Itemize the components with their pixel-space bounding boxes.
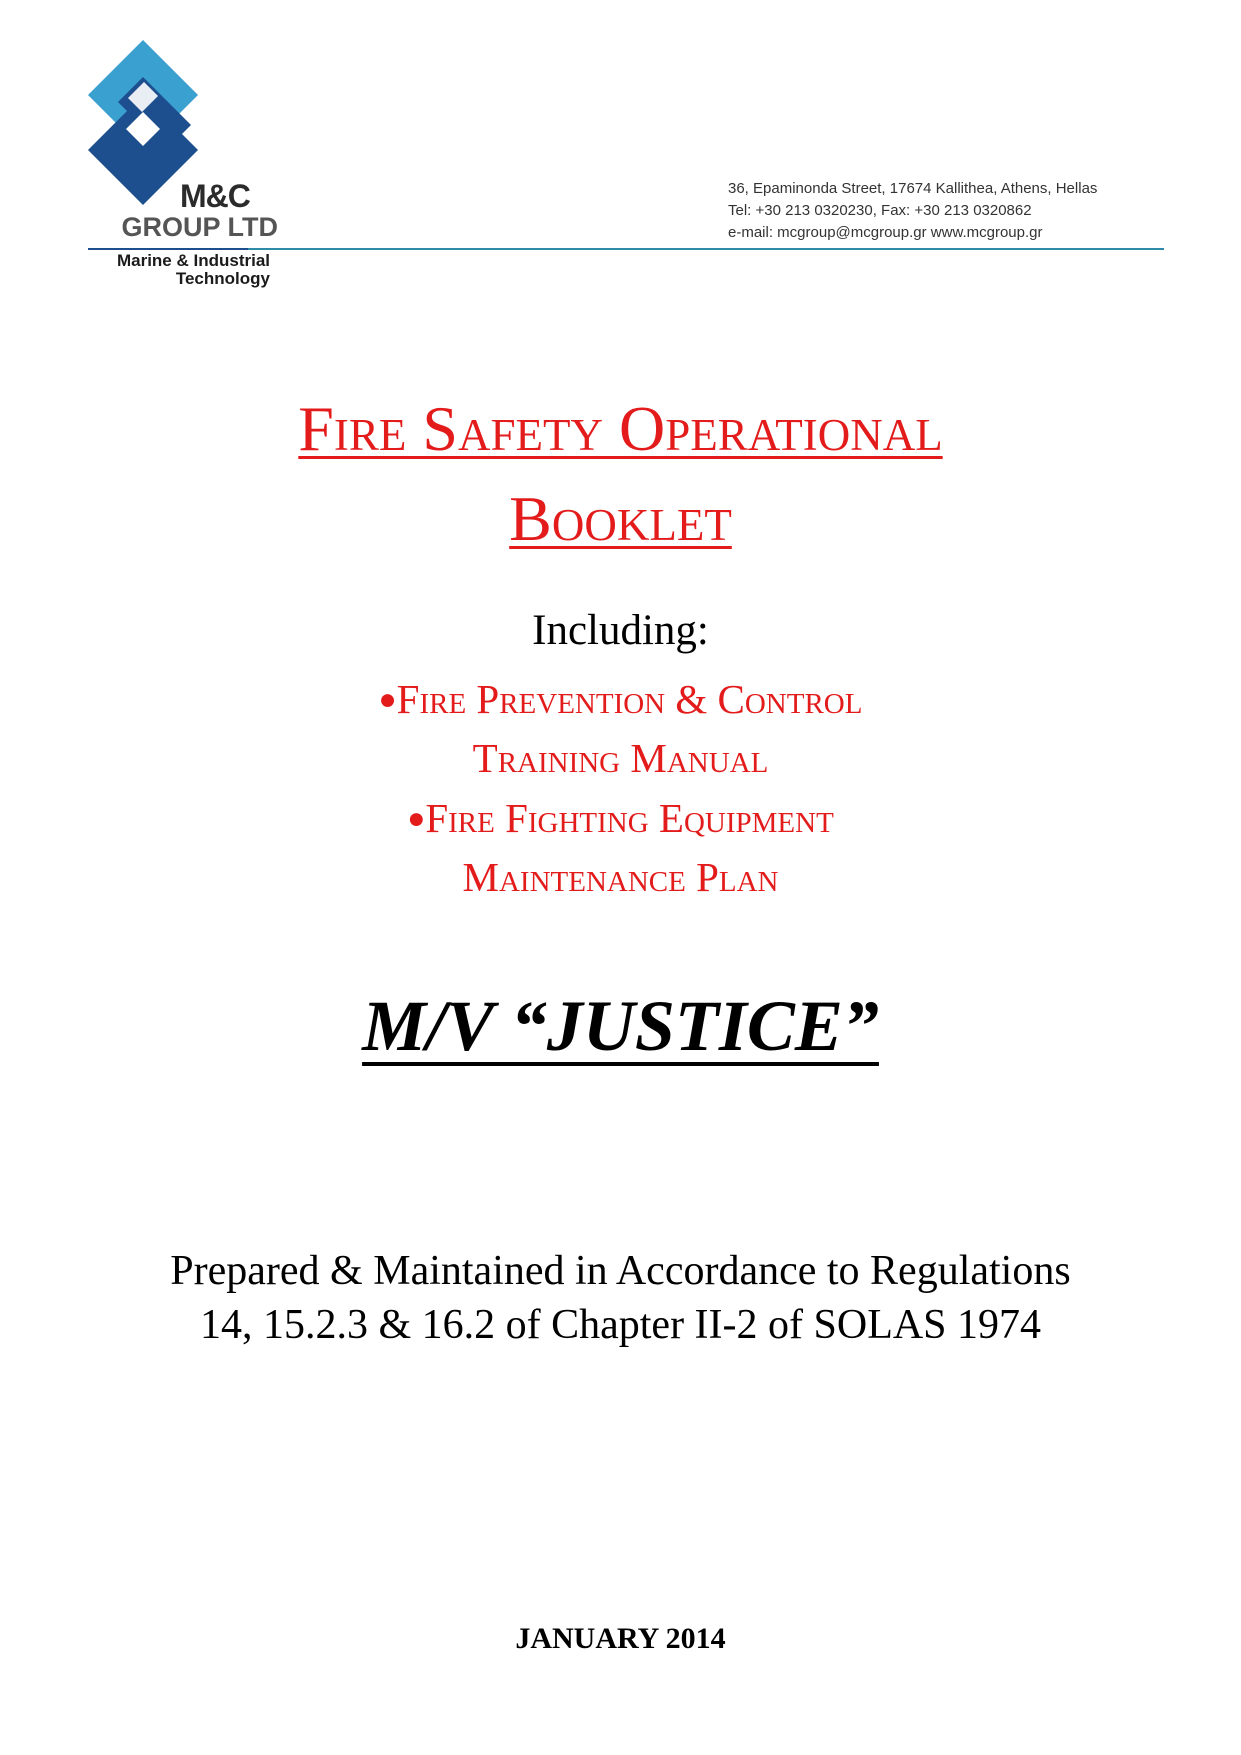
item-line1: Fire Prevention & Control	[396, 676, 863, 722]
list-item	[0, 789, 1241, 906]
contact-email-web: e-mail: mcgroup@mcgroup.gr www.mcgroup.gr	[728, 224, 1043, 241]
logo-divider	[88, 248, 270, 250]
including-label: Including:	[532, 607, 709, 654]
contact-phone-fax: Tel: +30 213 0320230, Fax: +30 213 0320862	[728, 202, 1032, 219]
regulations-line1: Prepared & Maintained in Accordance to Regulations	[170, 1248, 1071, 1294]
list-item	[0, 670, 1241, 787]
document-date: JANUARY 2014	[515, 1622, 726, 1655]
bullet-icon: ●	[407, 802, 426, 835]
included-documents-list	[0, 670, 1241, 908]
logo-brand-mc: M&C	[180, 178, 250, 214]
item-line2: Maintenance Plan	[462, 854, 779, 900]
document-title	[0, 384, 1241, 564]
item-line1: Fire Fighting Equipment	[425, 795, 834, 841]
title-line1: Fire Safety Operational	[298, 393, 943, 464]
contact-address: 36, Epaminonda Street, 17674 Kallithea, Athens, Hellas	[728, 180, 1098, 197]
header-divider	[248, 248, 1164, 250]
regulations-line2: 14, 15.2.3 & 16.2 of Chapter II-2 of SOLAS 1974	[199, 1302, 1042, 1348]
logo-tagline-line1: Marine & Industrial	[116, 251, 270, 270]
contact-block	[728, 178, 1168, 244]
logo-tagline-line2: Technology	[175, 269, 270, 288]
logo-brand-group: GROUP LTD	[121, 212, 278, 242]
bullet-icon: ●	[378, 683, 397, 716]
regulations-statement	[0, 1244, 1241, 1352]
item-line2: Training Manual	[472, 735, 769, 781]
logo-tagline	[88, 252, 270, 288]
company-logo	[88, 40, 278, 300]
vessel-name	[0, 985, 1241, 1068]
vessel-name-text: M/V “JUSTICE”	[362, 986, 879, 1066]
title-line2: Booklet	[509, 483, 732, 554]
